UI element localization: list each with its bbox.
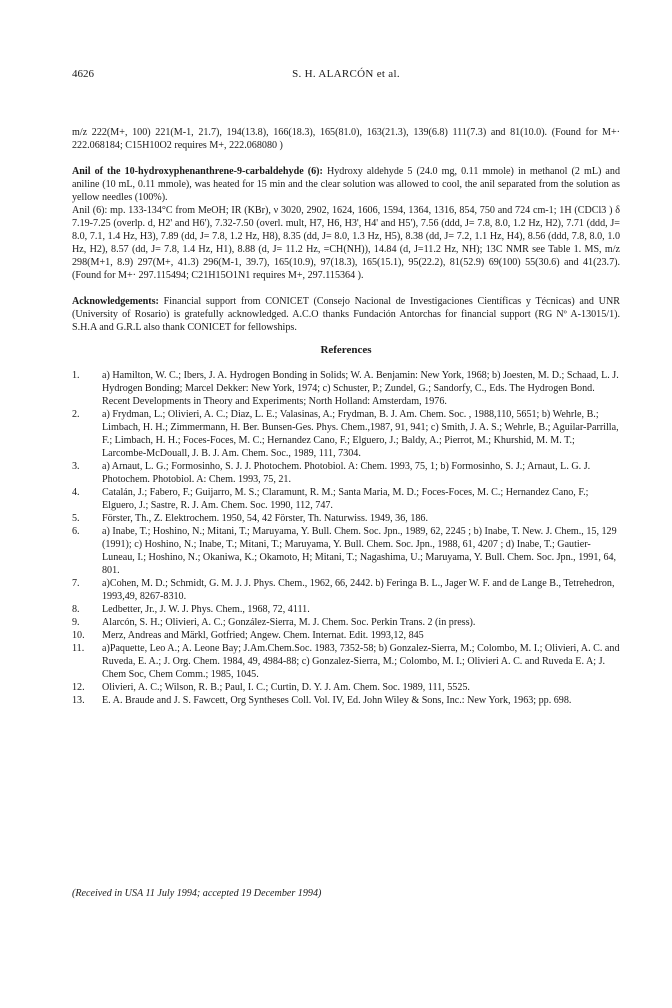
mass-spec-paragraph: m/z 222(M+, 100) 221(M-1, 21.7), 194(13.8), 166(18.3), 165(81.0), 163(21.3), 139(6.8) 111(7.3) and 81(10.0). (Found for M+· 222.068184; C15H10O2 requires M+, 222.068080 ) [72,127,620,151]
reference-item [72,512,620,525]
page-number: 4626 [72,68,94,80]
reference-item [72,369,620,408]
reference-text: Olivieri, A. C.; Wilson, R. B.; Paul, I. C.; Curtin, D. Y. J. Am. Chem. Soc. 1989, 111, 5525. [102,682,470,693]
reference-item [72,460,620,486]
received-date: (Received in USA 11 July 1994; accepted 19 December 1994) [72,888,322,899]
reference-item [72,486,620,512]
reference-number: 6. [72,526,80,537]
reference-text: Alarcón, S. H.; Olivieri, A. C.; González-Sierra, M. J. Chem. Soc. Perkin Trans. 2 (in press). [102,617,476,628]
reference-item [72,681,620,694]
reference-number: 1. [72,370,80,381]
reference-item [72,525,620,577]
acknowledgements-paragraph [72,295,620,334]
running-title: S. H. ALARCÓN et al. [292,68,400,80]
reference-text: Catalán, J.; Fabero, F.; Guijarro, M. S.; Claramunt, R. M.; Santa Maria, M. D.; Foces-Foces, M. C.; Hernandez Cano, F.; Elguero, J.; Sastre, R. J. Am. Chem. Soc. 1990, 112, 747. [102,487,589,511]
reference-item [72,616,620,629]
reference-text: a)Paquette, Leo A.; A. Leone Bay; J.Am.Chem.Soc. 1983, 7352-58; b) Gonzalez-Sierra, M.; Colombo, M. I.; Olivieri, A. C. and Ruveda, E. A.; J. Org. Chem. 1984, 49, 4984-88; c) Gonzalez-Sierra, M.; Colombo, M. I.; Olivieri A. C. and Ruveda E. A; J. Chem Soc, Chem Comm.; 1985, 1045. [102,643,620,680]
reference-text: Ledbetter, Jr., J. W. J. Phys. Chem., 1968, 72, 4111. [102,604,310,615]
reference-number: 8. [72,604,80,615]
reference-number: 4. [72,487,80,498]
reference-number: 13. [72,695,85,706]
anil-section-title: Anil of the 10-hydroxyphenanthrene-9-carbaldehyde (6): [72,166,323,177]
reference-number: 10. [72,630,85,641]
anil-intro-text: Hydroxy aldehyde 5 (24.0 mg, 0.11 mmole) in methanol (2 mL) and aniline (10 mL, 0.11 mmole), was heated for 15 min and the clear solution was allowed to cool, the anil separated from the solution as yellow needles (100%). [72,166,620,203]
references-heading: References [320,344,372,356]
reference-item [72,408,620,460]
reference-number: 7. [72,578,80,589]
reference-number: 5. [72,513,80,524]
reference-number: 2. [72,409,80,420]
reference-text: a) Inabe, T.; Hoshino, N.; Mitani, T.; Maruyama, Y. Bull. Chem. Soc. Jpn., 1989, 62, 2245 ; b) Inabe, T. New. J. Chem., 15, 129 (1991); c) Hoshino, N.; Inabe, T.; Mitani, T.; Maruyama, Y. Bull. Chem. Soc. Jpn., 1988, 61, 4207 ; d) Inabe, T.; Gautier-Luneau, I.; Hoshino, N.; Okaniwa, K.; Okamoto, H; Mitani, T.; Nagashima, U.; Maruyama, Y. Bull. Chem. Soc. Jpn., 1991, 64, 801. [102,526,617,576]
reference-number: 3. [72,461,80,472]
reference-text: Merz, Andreas and Märkl, Gotfried; Angew. Chem. Internat. Edit. 1993,12, 845 [102,630,424,641]
reference-text: Förster, Th., Z. Elektrochem. 1950, 54, 42 Förster, Th. Naturwiss. 1949, 36, 186. [102,513,428,524]
reference-item [72,603,620,616]
acknowledgements-text: Financial support from CONICET (Consejo Nacional de Investigaciones Científicas y Técnicas) and UNR (University of Rosario) is gratefully acknowledged. A.C.O thanks Fundación Antorchas for financial support (RG Nº A-13015/1). S.H.A and G.R.L also thank CONICET for fellowships. [72,296,620,333]
reference-text: a)Cohen, M. D.; Schmidt, G. M. J. J. Phys. Chem., 1962, 66, 2442. b) Feringa B. L., Jager W. F. and de Lange B., Tetrehedron, 1993,49, 8267-8310. [102,578,615,602]
reference-item [72,577,620,603]
reference-text: E. A. Braude and J. S. Fawcett, Org Syntheses Coll. Vol. IV, Ed. John Wiley & Sons, Inc.: New York, 1963; pp. 698. [102,695,572,706]
reference-number: 11. [72,643,85,654]
reference-text: a) Arnaut, L. G.; Formosinho, S. J. J. Photochem. Photobiol. A: Chem. 1993, 75, 1; b) Formosinho, S. J.; Arnaut, L. G. J. Photochem. Photobiol. A: Chem. 1993, 75, 21. [102,461,591,485]
reference-item [72,629,620,642]
reference-text: a) Frydman, L.; Olivieri, A. C.; Diaz, L. E.; Valasinas, A.; Frydman, B. J. Am. Chem. Soc. , 1988,110, 5651; b) Wehrle, B.; Limbach, H. H.; Zimmermann, H. Ber. Bunsen-Ges. Phys. Chem.,1987, 91, 941; c) Smith, J. A. S.; Wehrle, B.; Aguilar-Parrilla, F.; Limbach, H. H.; Foces-Foces, M. C.; Hernandez Cano, F.; Elguero, J.; Baldy, A.; Pierrot, M.; Khurshid, M. M. T.; Larcombe-McDouall, J. B. J. Am. Chem. Soc., 1989, 111, 7304. [102,409,619,459]
page-body [72,126,620,707]
reference-text: a) Hamilton, W. C.; Ibers, J. A. Hydrogen Bonding in Solids; W. A. Benjamin: New York, 1968; b) Joesten, M. D.; Schaad, L. J. Hydrogen Bonding; Marcel Dekker: New York, 1974; c) Schuster, P.; Zundel, G.; Sandorfy, C., Eds. The Hydrogen Bond. Recent Developments in Theory and Experiments; North Holland: Amsterdam, 1976. [102,370,619,407]
reference-number: 12. [72,682,85,693]
reference-item [72,694,620,707]
anil-intro-paragraph [72,165,620,204]
references-list [72,369,620,707]
anil-data-paragraph: Anil (6): mp. 133-134°C from MeOH; IR (KBr), ν 3020, 2902, 1624, 1606, 1594, 1364, 1316, 854, 750 and 724 cm-1; 1H (CDCl3 ) δ 7.19-7.25 (overlp. d, H2' and H6'), 7.32-7.50 (overl. mult, H7, H6, H3', H4' and H5'), 7.56 (ddd, J= 7.8, 8.0, 1.2 Hz, H2), 7.71 (ddd, J= 8.0, 7.1, 1.4 Hz, H3), 7.89 (dd, J= 7.8, 1.2 Hz, H8), 8.35 (dd, J= 8.0, 1.3 Hz, H5), 8.38 (dd, J= 7.2, 1.1 Hz, H4), 8.56 (ddd, 7.8, 8.0, 1.0 Hz, H2), 8.57 (dd, J= 7.8, 1.4 Hz, H1), 8.88 (d, J= 11.2 Hz, =CH(NH)), 14.84 (d, J=11.2 Hz, NH); 13C NMR see Table 1. MS, m/z 298(M+1, 8.9) 297(M+, 41.3) 296(M-1, 39.7), 165(10.9), 97(18.3), 165(15.1), 95(22.2), 81(52.9) 69(100) 55(30.6) and 41(23.7). (Found for M+· 297.115494; C21H15O1N1 requires M+, 297.115364 ). [72,205,620,281]
reference-number: 9. [72,617,80,628]
acknowledgements-label: Acknowledgements: [72,296,159,307]
reference-item [72,642,620,681]
